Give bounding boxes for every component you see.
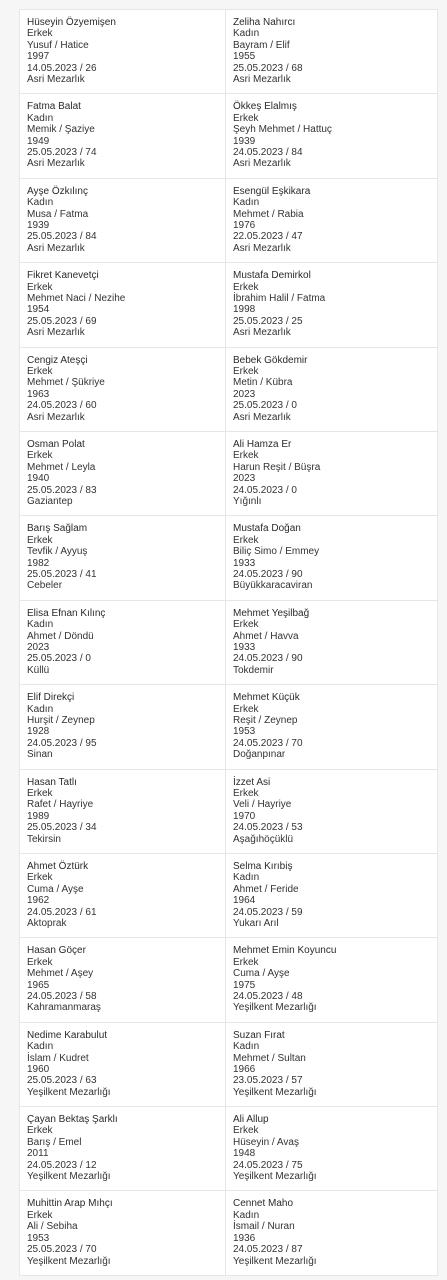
record-gender: Erkek (27, 534, 53, 546)
record-parents: Mehmet / Şükriye (27, 377, 105, 389)
record-place: Küllü (27, 664, 50, 676)
record-date-age: 24.05.2023 / 90 (233, 653, 303, 665)
record-date-age: 24.05.2023 / 58 (27, 990, 97, 1002)
record-date-age: 22.05.2023 / 47 (233, 231, 303, 243)
record-parents: İslam / Kudret (27, 1052, 89, 1064)
record-place: Asri Mezarlık (233, 411, 291, 423)
record-birth-year: 1940 (27, 473, 50, 485)
record-birth-year: 1963 (27, 388, 50, 400)
record-birth-year: 1998 (233, 304, 256, 316)
record-place: Asri Mezarlık (27, 74, 85, 86)
record-name: Mehmet Yeşilbağ (233, 607, 310, 619)
record-name: Mehmet Emin Koyuncu (233, 945, 337, 957)
record-parents: Musa / Fatma (27, 208, 89, 220)
record-gender: Kadın (27, 703, 54, 715)
record-date-age: 24.05.2023 / 0 (233, 484, 297, 496)
record-parents: Cuma / Ayşe (27, 883, 84, 895)
record-birth-year: 1989 (27, 810, 50, 822)
record-name: Ökkeş Elalmış (233, 101, 297, 113)
record-place: Asri Mezarlık (27, 327, 85, 339)
record-cell (226, 854, 438, 938)
record-name: Hasan Tatlı (27, 776, 77, 788)
record-gender: Erkek (233, 534, 259, 546)
record-date-age: 25.05.2023 / 63 (27, 1075, 97, 1087)
record-place: Yığınlı (233, 495, 262, 507)
record-cell (20, 179, 226, 263)
record-gender: Kadın (27, 112, 54, 124)
record-gender: Erkek (27, 1125, 53, 1137)
record-birth-year: 1962 (27, 895, 50, 907)
record-gender: Erkek (27, 28, 53, 40)
record-place: Tekirsin (27, 833, 61, 845)
record-birth-year: 1933 (233, 557, 256, 569)
record-parents: Hüseyin / Avaş (233, 1136, 299, 1148)
record-birth-year: 1960 (27, 1063, 50, 1075)
record-gender: Erkek (27, 787, 53, 799)
record-place: Yukarı Arıl (233, 917, 279, 929)
record-cell (20, 1191, 226, 1275)
record-birth-year: 2023 (233, 473, 256, 485)
record-date-age: 25.05.2023 / 34 (27, 822, 97, 834)
record-parents: İbrahim Halil / Fatma (233, 292, 326, 304)
record-name: Mustafa Doğan (233, 523, 301, 535)
record-parents: Barış / Emel (27, 1136, 82, 1148)
record-cell (20, 94, 226, 178)
record-name: Barış Sağlam (27, 523, 88, 535)
record-birth-year: 1928 (27, 726, 50, 738)
record-name: Muhittin Arap Mıhçı (27, 1198, 113, 1210)
record-parents: Ahmet / Döndü (27, 630, 94, 642)
record-name: Mehmet Küçük (233, 692, 300, 704)
record-date-age: 24.05.2023 / 59 (233, 906, 303, 918)
record-cell (226, 179, 438, 263)
record-birth-year: 2023 (233, 388, 256, 400)
record-parents: Biliç Simo / Emmey (233, 546, 320, 558)
record-name: Elif Direkçi (27, 692, 75, 704)
record-gender: Erkek (27, 281, 53, 293)
record-date-age: 24.05.2023 / 70 (233, 737, 303, 749)
record-gender: Erkek (233, 112, 259, 124)
record-place: Yeşilkent Mezarlığı (233, 1171, 317, 1183)
record-gender: Erkek (233, 450, 259, 462)
record-name: Cennet Maho (233, 1198, 294, 1210)
record-name: Hasan Göçer (27, 945, 86, 957)
record-birth-year: 1976 (233, 220, 256, 231)
record-parents: Mehmet / Aşey (27, 968, 94, 980)
record-date-age: 24.05.2023 / 12 (27, 1159, 97, 1171)
record-gender: Kadın (27, 197, 54, 209)
record-name: Ali Hamza Er (233, 438, 292, 450)
record-birth-year: 1966 (233, 1063, 256, 1075)
record-parents: Tevfik / Ayyuş (27, 546, 88, 558)
record-cell (20, 348, 226, 432)
record-place: Doğanpınar (233, 749, 286, 761)
record-gender: Erkek (27, 872, 53, 884)
record-birth-year: 1939 (27, 220, 50, 231)
record-place: Yeşilkent Mezarlığı (27, 1255, 111, 1267)
record-cell (226, 1191, 438, 1275)
record-birth-year: 1953 (233, 726, 256, 738)
record-date-age: 24.05.2023 / 95 (27, 737, 97, 749)
record-gender: Erkek (233, 365, 259, 377)
record-cell (226, 1107, 438, 1191)
record-date-age: 24.05.2023 / 87 (233, 1244, 303, 1256)
record-date-age: 25.05.2023 / 70 (27, 1244, 97, 1256)
record-gender: Erkek (233, 281, 259, 293)
record-birth-year: 1953 (27, 1232, 50, 1244)
record-date-age: 24.05.2023 / 75 (233, 1159, 303, 1171)
record-place: Asri Mezarlık (27, 158, 85, 170)
record-name: Nedime Karabulut (27, 1029, 108, 1041)
record-cell (20, 263, 226, 347)
record-place: Yeşilkent Mezarlığı (27, 1086, 111, 1098)
record-cell (226, 432, 438, 516)
record-birth-year: 1948 (233, 1148, 256, 1160)
record-date-age: 24.05.2023 / 48 (233, 990, 303, 1002)
record-gender: Kadın (27, 1041, 54, 1053)
record-cell (226, 685, 438, 769)
record-gender: Kadın (233, 197, 260, 209)
record-cell (20, 770, 226, 854)
record-place: Cebeler (27, 580, 63, 592)
record-date-age: 25.05.2023 / 25 (233, 315, 303, 327)
record-name: Cengiz Ateşçi (27, 354, 88, 366)
records-grid (19, 9, 438, 1276)
record-date-age: 25.05.2023 / 84 (27, 231, 97, 243)
record-parents: Şeyh Mehmet / Hattuç (233, 124, 332, 136)
record-gender: Erkek (27, 1209, 53, 1221)
record-date-age: 25.05.2023 / 74 (27, 147, 97, 159)
record-birth-year: 1939 (233, 135, 256, 147)
record-cell (226, 516, 438, 600)
record-cell (226, 94, 438, 178)
record-name: Osman Polat (27, 438, 85, 450)
record-name: Bebek Gökdemir (233, 354, 308, 366)
record-name: Elisa Efnan Kılınç (27, 607, 106, 619)
record-date-age: 14.05.2023 / 26 (27, 62, 97, 74)
record-date-age: 25.05.2023 / 68 (233, 62, 303, 74)
record-birth-year: 1936 (233, 1232, 256, 1244)
record-gender: Erkek (27, 450, 53, 462)
record-place: Asri Mezarlık (233, 158, 291, 170)
record-parents: Hurşit / Zeynep (27, 714, 95, 726)
record-birth-year: 1965 (27, 979, 50, 991)
record-name: Fikret Kanevetçi (27, 270, 99, 282)
record-date-age: 25.05.2023 / 41 (27, 568, 97, 580)
record-birth-year: 1964 (233, 895, 256, 907)
record-cell (20, 516, 226, 600)
record-name: Çayan Bektaş Şarklı (27, 1114, 118, 1126)
record-gender: Erkek (233, 703, 259, 715)
record-date-age: 24.05.2023 / 53 (233, 822, 303, 834)
record-date-age: 25.05.2023 / 0 (233, 400, 297, 412)
record-place: Asri Mezarlık (233, 327, 291, 339)
record-date-age: 25.05.2023 / 69 (27, 315, 97, 327)
record-place: Yeşilkent Mezarlığı (27, 1171, 111, 1183)
record-gender: Erkek (27, 365, 53, 377)
record-date-age: 24.05.2023 / 90 (233, 568, 303, 580)
record-birth-year: 1955 (233, 51, 256, 63)
record-birth-year: 2011 (27, 1148, 49, 1160)
record-cell (226, 601, 438, 685)
record-birth-year: 1982 (27, 557, 50, 569)
record-parents: Ahmet / Havva (233, 630, 299, 642)
record-gender: Kadın (233, 872, 260, 884)
record-gender: Erkek (233, 619, 259, 631)
record-place: Yeşilkent Mezarlığı (233, 1255, 317, 1267)
record-date-age: 25.05.2023 / 83 (27, 484, 97, 496)
record-cell (226, 770, 438, 854)
record-name: Selma Kırıbiş (233, 860, 293, 872)
record-parents: Harun Reşit / Büşra (233, 461, 321, 473)
record-gender: Kadın (27, 619, 54, 631)
record-parents: Mehmet / Sultan (233, 1052, 306, 1064)
record-place: Asri Mezarlık (233, 242, 291, 254)
record-cell (20, 685, 226, 769)
record-cell (226, 348, 438, 432)
record-birth-year: 1933 (233, 641, 256, 653)
record-gender: Kadın (233, 28, 260, 40)
record-parents: Yusuf / Hatice (27, 39, 89, 51)
record-place: Asri Mezarlık (233, 74, 291, 86)
record-cell (20, 1023, 226, 1107)
record-place: Kahramanmaraş (27, 1002, 101, 1014)
record-gender: Kadın (233, 1209, 260, 1221)
record-parents: Cuma / Ayşe (233, 968, 290, 980)
record-name: Esengül Eşkikara (233, 185, 311, 197)
record-date-age: 24.05.2023 / 60 (27, 400, 97, 412)
record-parents: Ali / Sebiha (27, 1221, 78, 1233)
record-birth-year: 1997 (27, 51, 50, 63)
record-cell (20, 10, 226, 94)
record-name: Ahmet Öztürk (27, 860, 89, 872)
record-place: Yeşilkent Mezarlığı (233, 1086, 317, 1098)
record-date-age: 23.05.2023 / 57 (233, 1075, 303, 1087)
record-birth-year: 1954 (27, 304, 50, 316)
record-parents: Reşit / Zeynep (233, 714, 298, 726)
record-parents: Mehmet / Leyla (27, 461, 96, 473)
record-name: Ali Allup (233, 1114, 269, 1126)
record-parents: Ahmet / Feride (233, 883, 299, 895)
record-gender: Erkek (233, 1125, 259, 1137)
record-cell (20, 601, 226, 685)
record-place: Büyükkaracaviran (233, 580, 313, 592)
record-place: Yeşilkent Mezarlığı (233, 1002, 317, 1014)
record-cell (226, 263, 438, 347)
record-date-age: 25.05.2023 / 0 (27, 653, 91, 665)
record-place: Tokdemir (233, 664, 274, 676)
record-gender: Kadın (233, 1041, 260, 1053)
record-cell (20, 938, 226, 1022)
record-name: Zeliha Nahırcı (233, 17, 296, 28)
record-name: Ayşe Özkılınç (27, 185, 88, 197)
record-parents: Mehmet / Rabia (233, 208, 304, 220)
record-name: Fatma Balat (27, 101, 81, 113)
record-cell (20, 432, 226, 516)
record-place: Aşağıhöçüklü (233, 833, 294, 845)
record-parents: Bayram / Elif (233, 39, 290, 51)
record-gender: Erkek (233, 787, 259, 799)
record-place: Sinan (27, 749, 53, 761)
record-cell (226, 938, 438, 1022)
record-parents: Metin / Kübra (233, 377, 293, 389)
record-parents: Mehmet Naci / Nezihe (27, 292, 126, 304)
record-cell (226, 1023, 438, 1107)
record-birth-year: 1975 (233, 979, 256, 991)
record-place: Aktoprak (27, 917, 67, 929)
record-birth-year: 1970 (233, 810, 256, 822)
record-birth-year: 1949 (27, 135, 50, 147)
record-birth-year: 2023 (27, 641, 50, 653)
record-name: Hüseyin Özyemişen (27, 17, 116, 28)
record-name: İzzet Asi (233, 776, 271, 788)
record-place: Asri Mezarlık (27, 411, 85, 423)
record-cell (20, 1107, 226, 1191)
record-cell (226, 10, 438, 94)
record-parents: Memik / Şaziye (27, 124, 95, 136)
record-date-age: 24.05.2023 / 84 (233, 147, 303, 159)
record-parents: İsmail / Nuran (233, 1221, 295, 1233)
record-gender: Erkek (233, 956, 259, 968)
record-parents: Rafet / Hayriye (27, 799, 94, 811)
record-name: Mustafa Demirkol (233, 270, 311, 282)
record-parents: Veli / Hayriye (233, 799, 292, 811)
record-gender: Erkek (27, 956, 53, 968)
record-cell (20, 854, 226, 938)
record-place: Gaziantep (27, 495, 73, 507)
record-name: Suzan Fırat (233, 1029, 285, 1041)
record-place: Asri Mezarlık (27, 242, 85, 254)
record-date-age: 24.05.2023 / 61 (27, 906, 97, 918)
